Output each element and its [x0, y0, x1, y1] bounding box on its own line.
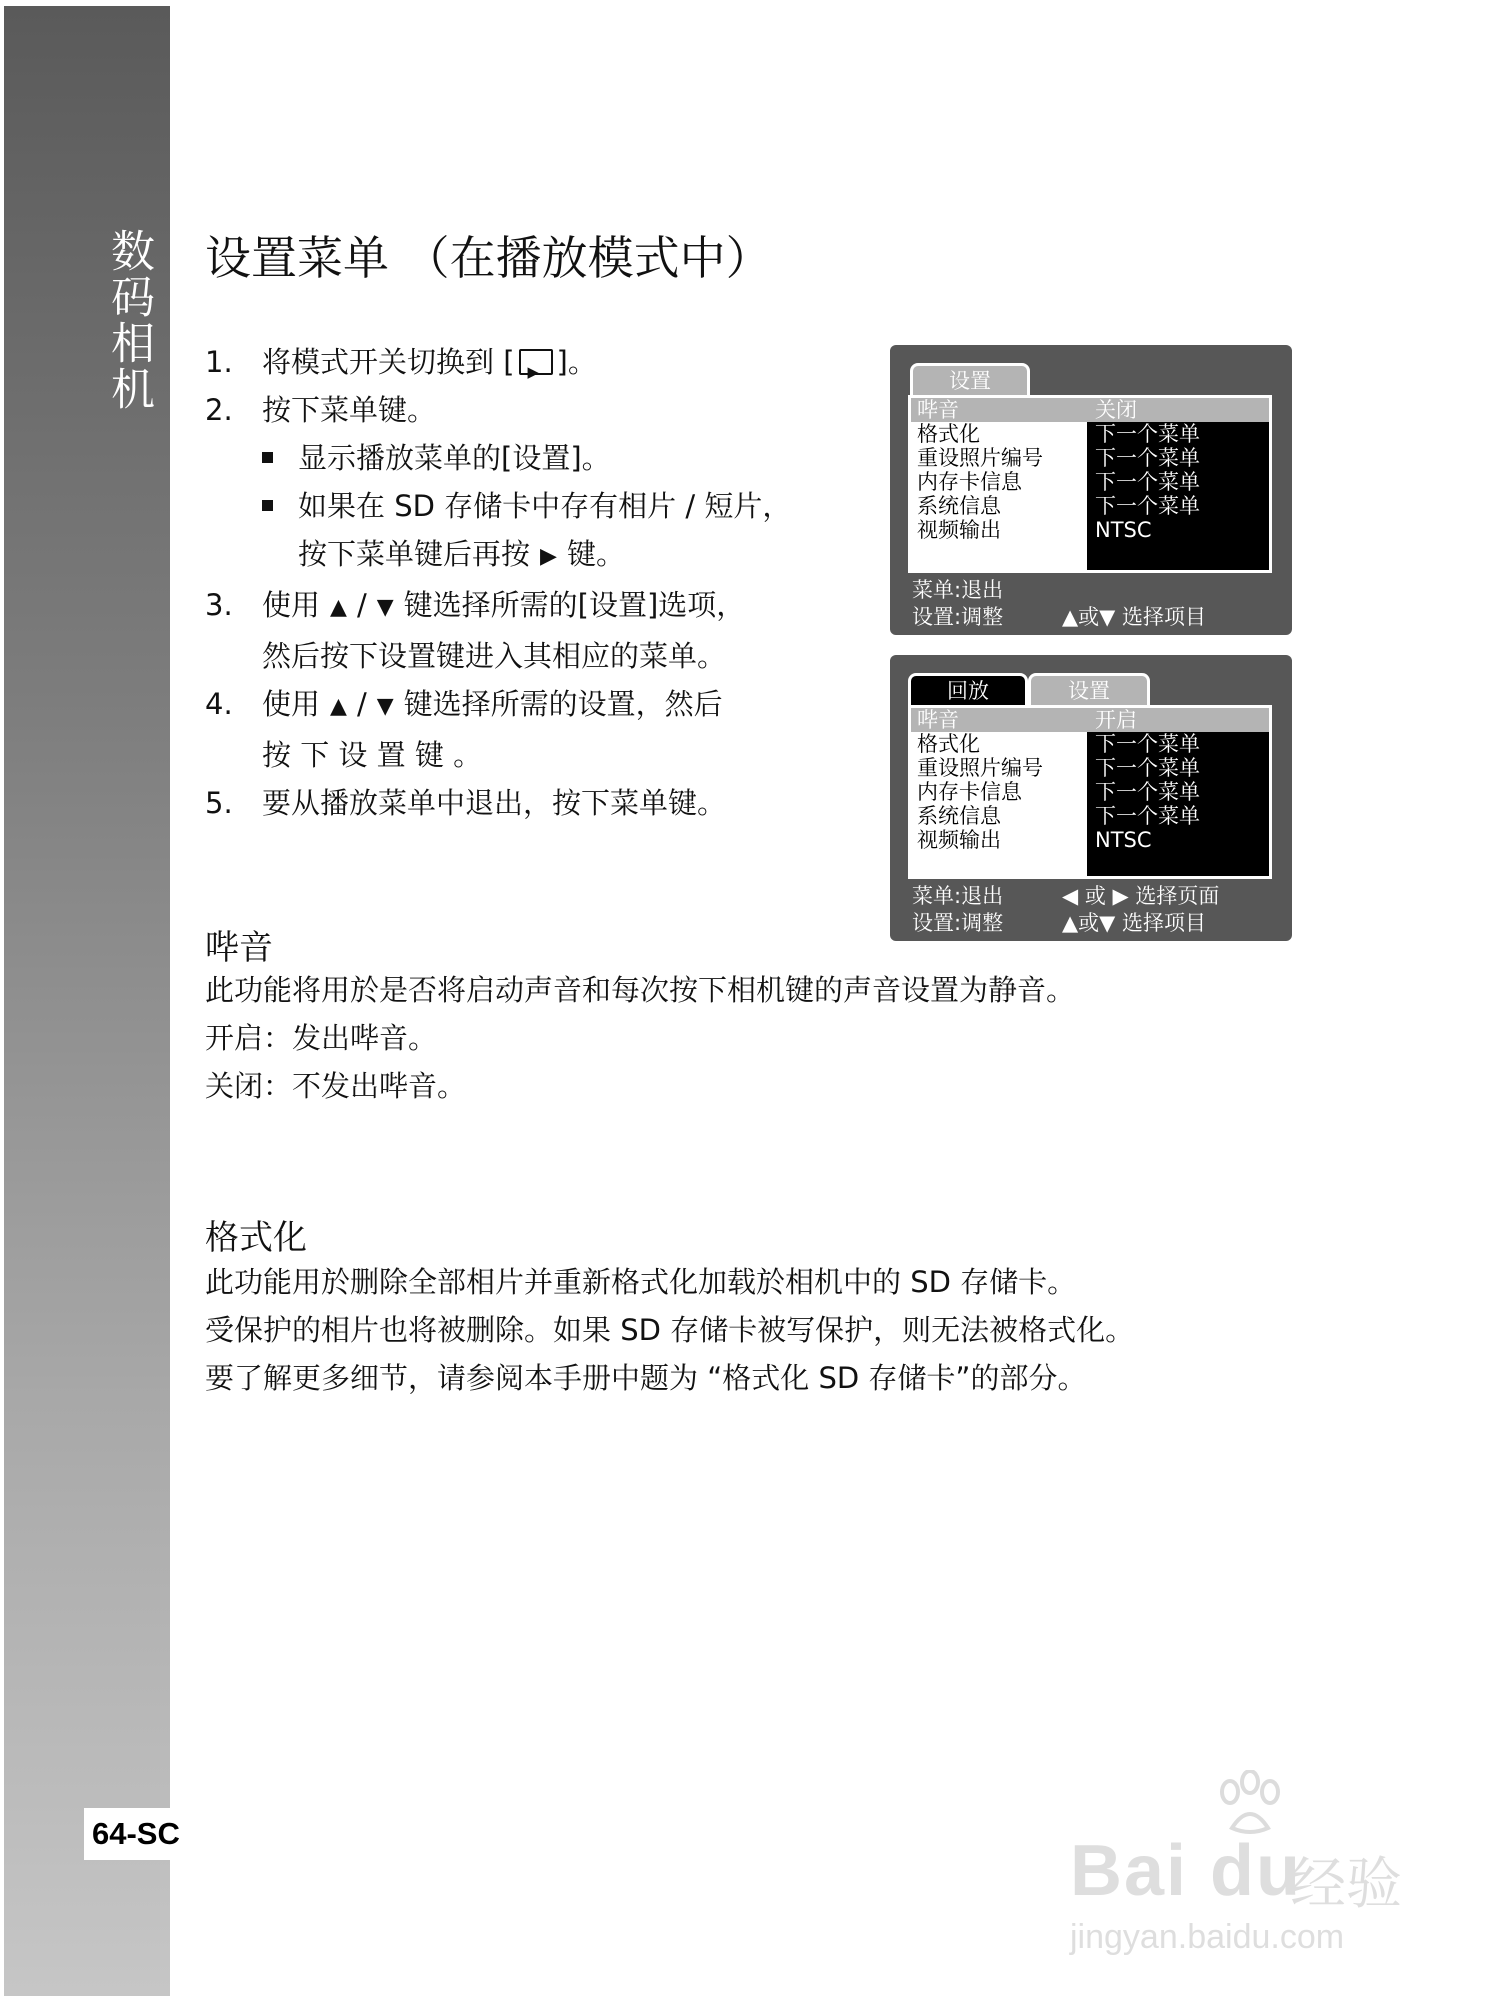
menu-item-value: 下一个菜单 [1095, 494, 1200, 518]
menu-item-label: 视频输出 [917, 518, 1001, 542]
step-2-bullet-2 [205, 482, 875, 530]
menu-item-format[interactable] [911, 732, 1269, 756]
menu-item-value: 下一个菜单 [1095, 780, 1200, 804]
footer-select-item: ▲或▼ 选择项目 [1062, 605, 1206, 629]
up-arrow-icon: ▲ [330, 595, 347, 620]
step-2-bullet-2-cont [205, 530, 875, 581]
menu-item-label: 重设照片编号 [917, 756, 1043, 780]
menu-item-value: NTSC [1095, 518, 1152, 542]
menu-item-system-info[interactable] [911, 804, 1269, 828]
step-number: 3. [205, 588, 233, 622]
down-arrow-icon: ▼ [376, 694, 394, 719]
step-3-cont [205, 632, 875, 680]
bullet-square-icon [262, 500, 273, 511]
step-text: 键选择所需的设置，然后 [403, 687, 723, 721]
camera-screen-playback-setup [890, 655, 1292, 941]
step-text: 然后按下设置键进入其相应的菜单。 [262, 639, 727, 673]
step-number: 5. [205, 786, 233, 820]
footer-exit: 菜单:退出 [912, 884, 1004, 908]
beep-heading: 哔音 [205, 928, 273, 968]
slash: / [356, 687, 367, 721]
step-2-bullet-1 [205, 434, 875, 482]
step-2 [205, 386, 875, 434]
footer-adjust: 设置:调整 [912, 911, 1004, 935]
menu-item-beep[interactable] [911, 398, 1269, 422]
right-arrow-icon: ▶ [540, 544, 557, 569]
step-1 [205, 338, 875, 386]
menu-item-label: 格式化 [917, 732, 980, 756]
watermark-url: jingyan.baidu.com [1070, 1918, 1345, 1956]
footer-select-page: ◀ 或 ▶ 选择页面 [1062, 884, 1220, 908]
menu-item-value: 下一个菜单 [1095, 732, 1200, 756]
sidebar-title: 数码相机 [103, 228, 154, 412]
step-number: 2. [205, 393, 233, 427]
step-text: 按 下 设 置 键 。 [262, 738, 483, 772]
menu-item-beep[interactable] [911, 708, 1269, 732]
step-text: 键选择所需的[设置]选项， [403, 588, 746, 622]
step-text: 使用 [262, 687, 321, 721]
down-arrow-icon: ▼ [376, 595, 394, 620]
menu-item-reset-number[interactable] [911, 756, 1269, 780]
menu-item-value: 开启 [1095, 708, 1137, 732]
menu-item-value: 下一个菜单 [1095, 470, 1200, 494]
step-text: 要从播放菜单中退出，按下菜单键。 [262, 786, 727, 820]
step-4 [205, 680, 875, 731]
bullet-text: 按下菜单键后再按 [298, 537, 531, 571]
menu-item-label: 重设照片编号 [917, 446, 1043, 470]
menu-item-value: 下一个菜单 [1095, 756, 1200, 780]
menu-item-label: 系统信息 [917, 804, 1001, 828]
beep-line: 开启：发出哔音。 [205, 1021, 438, 1055]
footer-exit: 菜单:退出 [912, 578, 1004, 602]
format-line: 要了解更多细节，请参阅本手册中题为 “格式化 SD 存储卡”的部分。 [205, 1361, 1087, 1395]
step-4-cont [205, 731, 875, 779]
slash: / [356, 588, 367, 622]
format-line: 受保护的相片也将被删除。如果 SD 存储卡被写保护，则无法被格式化。 [205, 1313, 1135, 1347]
format-line: 此功能用於删除全部相片并重新格式化加载於相机中的 SD 存储卡。 [205, 1265, 1077, 1299]
footer-select-item: ▲或▼ 选择项目 [1062, 911, 1206, 935]
beep-line: 此功能将用於是否将启动声音和每次按下相机键的声音设置为静音。 [205, 973, 1076, 1007]
page-number: 64-SC [84, 1808, 188, 1860]
steps-list [205, 338, 875, 827]
format-heading: 格式化 [205, 1218, 307, 1258]
page-title: 设置菜单 （在播放模式中） [205, 231, 772, 285]
step-number: 4. [205, 687, 233, 721]
up-arrow-icon: ▲ [330, 694, 347, 719]
bullet-text: 显示播放菜单的[设置]。 [298, 441, 611, 475]
tab-playback[interactable]: 回放 [908, 673, 1028, 705]
menu-item-value: NTSC [1095, 828, 1152, 852]
menu-item-format[interactable] [911, 422, 1269, 446]
tab-setup[interactable]: 设置 [1028, 673, 1150, 705]
settings-menu [908, 705, 1272, 879]
settings-menu [908, 395, 1272, 573]
baidu-watermark [1070, 1770, 1420, 1956]
menu-item-system-info[interactable] [911, 494, 1269, 518]
play-mode-icon [519, 349, 553, 375]
menu-item-video-out[interactable] [911, 828, 1269, 852]
menu-item-label: 哔音 [917, 708, 959, 732]
step-text: 使用 [262, 588, 321, 622]
bullet-square-icon [262, 452, 273, 463]
menu-item-value: 下一个菜单 [1095, 422, 1200, 446]
menu-item-label: 系统信息 [917, 494, 1001, 518]
step-5 [205, 779, 875, 827]
step-number: 1. [205, 345, 233, 379]
menu-item-label: 视频输出 [917, 828, 1001, 852]
menu-item-value: 关闭 [1095, 398, 1137, 422]
menu-item-label: 哔音 [917, 398, 959, 422]
menu-item-label: 内存卡信息 [917, 470, 1022, 494]
tab-setup[interactable]: 设置 [910, 363, 1030, 395]
menu-item-video-out[interactable] [911, 518, 1269, 542]
menu-item-label: 格式化 [917, 422, 980, 446]
step-text: 按下菜单键。 [262, 393, 437, 427]
sidebar [4, 6, 170, 1996]
menu-item-reset-number[interactable] [911, 446, 1269, 470]
bullet-text: 如果在 SD 存储卡中存有相片 / 短片， [298, 489, 792, 523]
footer-adjust: 设置:调整 [912, 605, 1004, 629]
step-text-after: ]。 [556, 345, 597, 379]
watermark-text: 经验 [1290, 1852, 1402, 1917]
menu-item-card-info[interactable] [911, 470, 1269, 494]
menu-item-value: 下一个菜单 [1095, 804, 1200, 828]
step-3 [205, 581, 875, 632]
menu-item-label: 内存卡信息 [917, 780, 1022, 804]
menu-item-value: 下一个菜单 [1095, 446, 1200, 470]
bullet-text: 键。 [566, 537, 625, 571]
beep-line: 关闭：不发出哔音。 [205, 1069, 467, 1103]
watermark-logo: Bai du [1070, 1831, 1303, 1911]
camera-screen-setup [890, 345, 1292, 635]
menu-item-card-info[interactable] [911, 780, 1269, 804]
step-text: 将模式开关切换到 [ [262, 345, 515, 379]
